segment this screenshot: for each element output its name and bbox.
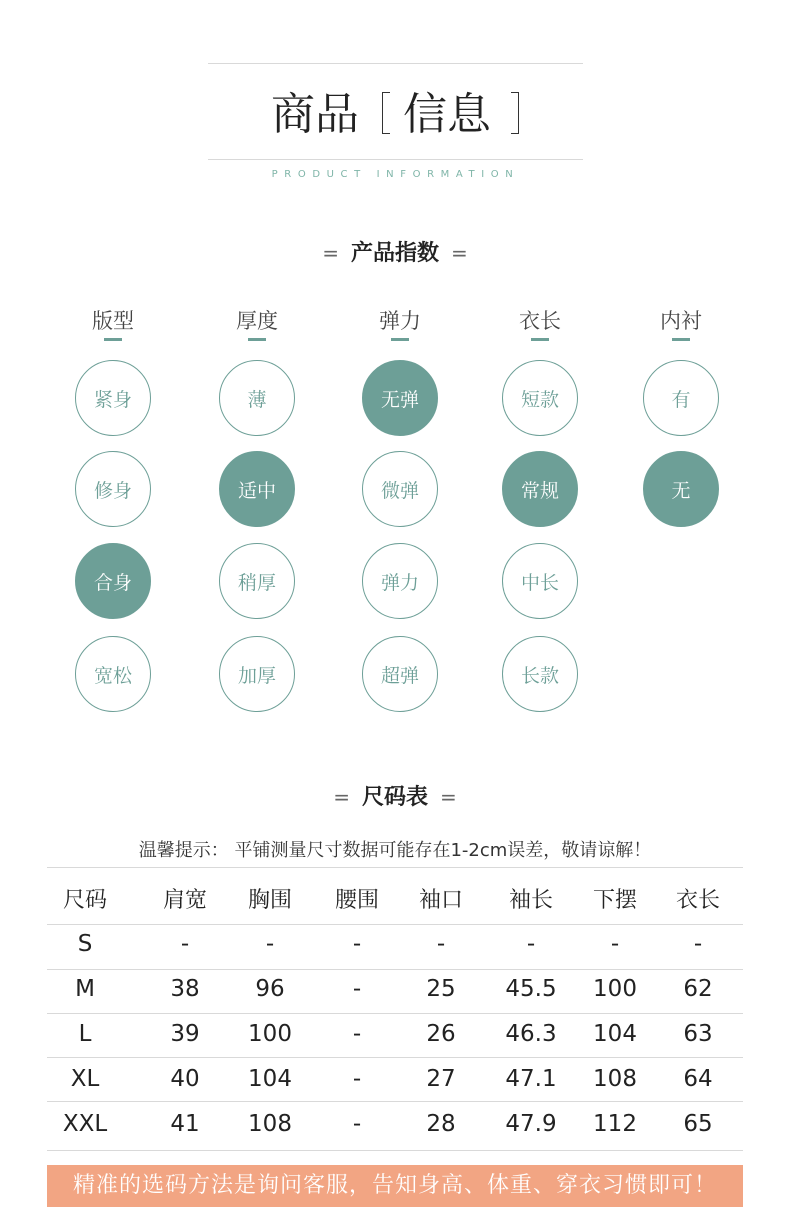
index-option: 薄 [219,360,295,436]
size-label-cell: XL [70,1066,100,1092]
title-deco-left: = [333,785,350,809]
title-bracket-left [382,92,390,134]
table-cell: 47.1 [505,1066,557,1092]
table-cell: 46.3 [505,1021,557,1047]
size-label-cell: L [78,1021,92,1047]
table-divider [47,1013,743,1014]
table-cell: - [265,931,275,957]
index-column-label: 衣长 [519,309,561,333]
index-column-label: 厚度 [236,309,278,333]
table-divider [47,1057,743,1058]
title-deco-left: = [322,241,339,265]
index-column-underline [104,338,122,341]
table-cell: 62 [683,976,713,1002]
table-header-cell: 袖长 [508,888,553,913]
table-header-cell: 衣长 [675,888,720,913]
index-option: 有 [643,360,719,436]
table-cell: - [693,931,703,957]
table-cell: 41 [170,1111,200,1137]
table-cell: - [352,976,362,1002]
index-option: 修身 [75,451,151,527]
table-divider [47,1101,743,1102]
title-main: 商品 [271,89,359,140]
table-header-cell: 袖口 [418,888,463,913]
table-cell: 63 [683,1021,713,1047]
index-option: 宽松 [75,636,151,712]
table-cell: - [352,1021,362,1047]
index-option-selected: 无 [643,451,719,527]
title-sub: 信息 [403,89,491,140]
table-cell: - [180,931,190,957]
title-deco-right: = [440,785,457,809]
index-section-title [0,236,790,267]
table-header-cell: 腰围 [334,888,379,913]
table-divider [47,867,743,868]
table-cell: 39 [170,1021,200,1047]
table-cell: 65 [683,1111,713,1137]
table-cell: 108 [593,1066,637,1092]
index-column-label: 弹力 [379,309,421,333]
title-bracket-right [511,92,519,134]
size-label-cell: XXL [62,1111,108,1137]
table-cell: - [526,931,536,957]
size-label-cell: M [75,976,95,1002]
index-option-selected: 无弹 [362,360,438,436]
index-column-underline [672,338,690,341]
index-option-selected: 适中 [219,451,295,527]
page-title [208,86,583,144]
table-divider [47,924,743,925]
index-option: 弹力 [362,543,438,619]
table-cell: 40 [170,1066,200,1092]
header-bottom-divider [208,159,583,160]
index-column-label: 内衬 [660,309,702,333]
table-cell: 28 [426,1111,456,1137]
table-cell: 27 [426,1066,456,1092]
table-cell: 104 [593,1021,637,1047]
table-divider [47,969,743,970]
subtitle-english: PRODUCT INFORMATION [271,169,520,180]
table-divider [47,1150,743,1151]
header-top-divider [208,63,583,64]
index-option-selected: 常规 [502,451,578,527]
table-cell: 96 [255,976,285,1002]
table-header-cell: 下摆 [592,888,637,913]
index-column-label: 版型 [92,309,134,333]
index-column-underline [391,338,409,341]
index-option: 中长 [502,543,578,619]
table-cell: 64 [683,1066,713,1092]
index-option: 长款 [502,636,578,712]
table-cell: 26 [426,1021,456,1047]
table-cell: - [352,1066,362,1092]
table-cell: 45.5 [505,976,557,1002]
title-deco-right: = [451,241,468,265]
index-option: 短款 [502,360,578,436]
sizing-advice-banner: 精准的选码方法是询问客服，告知身高、体重、穿衣习惯即可！ [47,1165,743,1207]
table-cell: 38 [170,976,200,1002]
index-column-underline [531,338,549,341]
table-cell: 47.9 [505,1111,557,1137]
index-option: 加厚 [219,636,295,712]
table-cell: - [436,931,446,957]
table-cell: 104 [248,1066,292,1092]
index-option: 超弹 [362,636,438,712]
table-header-cell: 胸围 [247,888,292,913]
table-cell: - [352,1111,362,1137]
table-cell: - [352,931,362,957]
table-header-cell: 尺码 [62,888,107,913]
index-option: 紧身 [75,360,151,436]
size-title-text: 尺码表 [361,785,428,810]
size-label-cell: S [77,931,93,957]
table-cell: 112 [593,1111,637,1137]
index-option: 微弹 [362,451,438,527]
index-title-text: 产品指数 [350,241,439,266]
table-cell: - [610,931,620,957]
table-cell: 108 [248,1111,292,1137]
table-cell: 100 [593,976,637,1002]
index-option: 稍厚 [219,543,295,619]
measurement-tip: 温馨提示： 平铺测量尺寸数据可能存在1-2cm误差，敬请谅解！ [138,840,652,861]
index-column-underline [248,338,266,341]
table-cell: 100 [248,1021,292,1047]
table-cell: 25 [426,976,456,1002]
table-header-cell: 肩宽 [162,888,207,913]
size-section-title [0,780,790,811]
index-option-selected: 合身 [75,543,151,619]
